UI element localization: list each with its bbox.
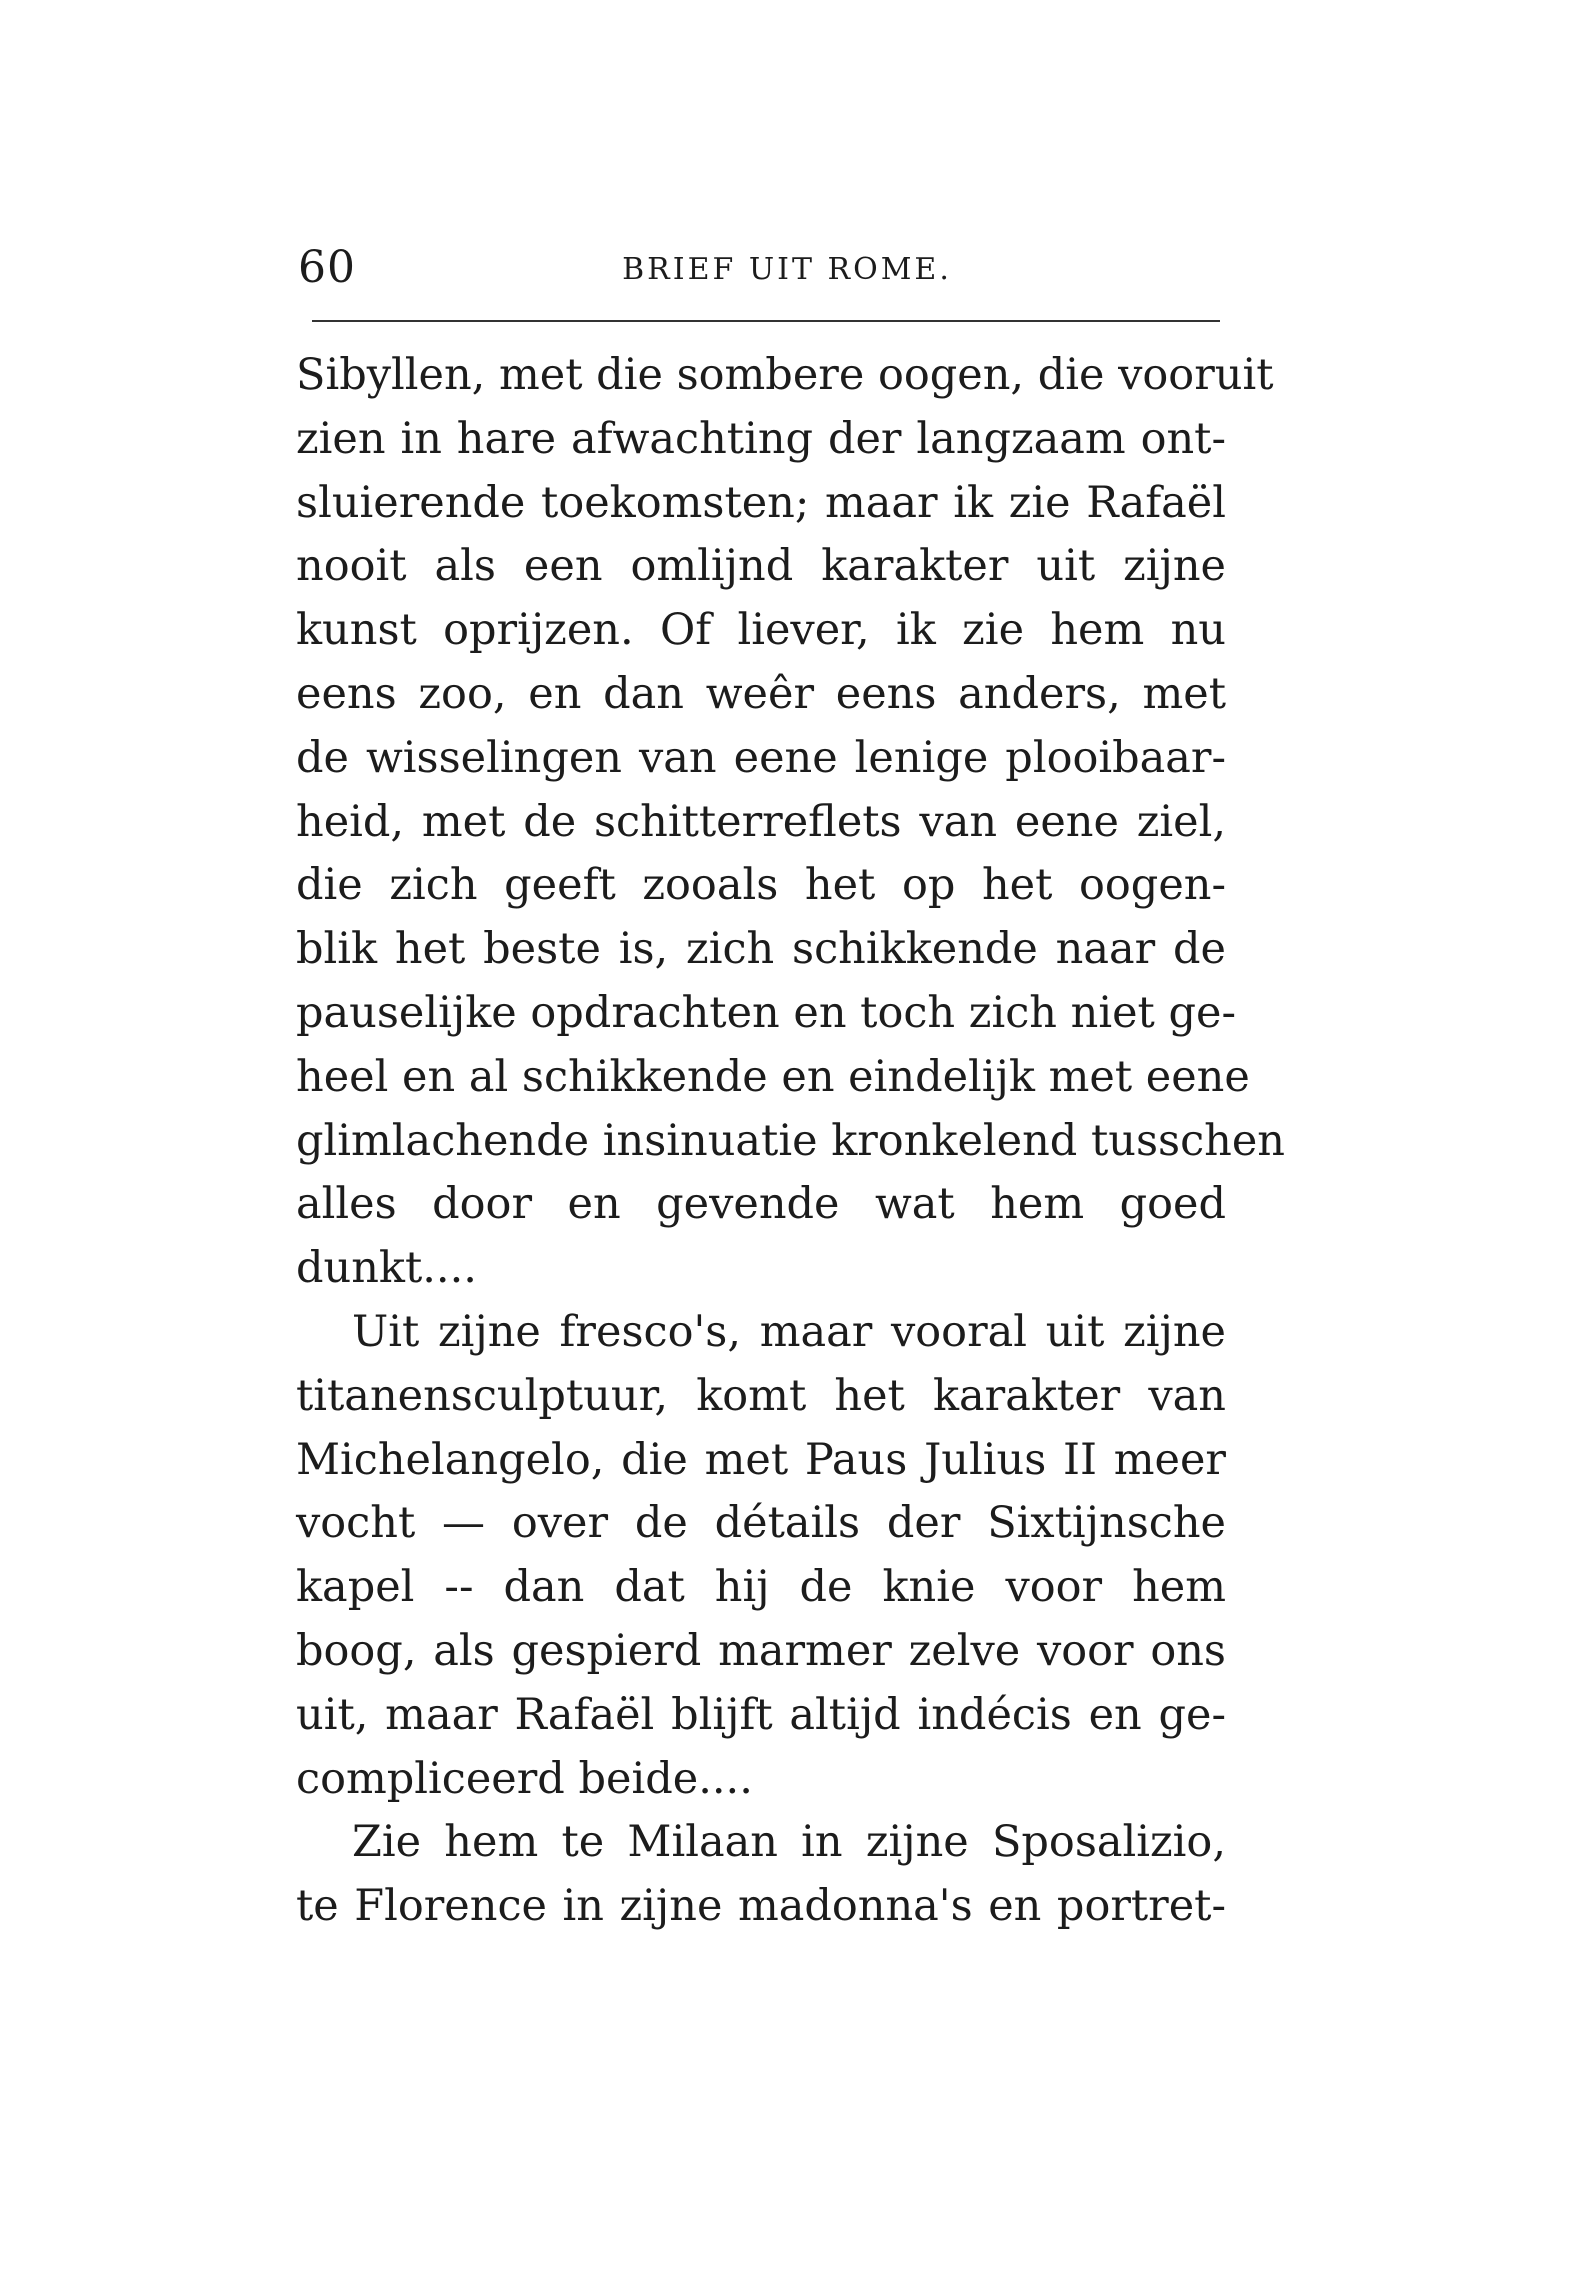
text-line: die zich geeft zooals het op het oogen- [296,860,1226,911]
text-line: alles door en gevende wat hem goed [296,1179,1226,1230]
text-line: pauselijke opdrachten en toch zich niet ge- [296,987,1236,1038]
text-line: heid, met de schitterreflets van eene ziel, [296,796,1226,847]
text-line: heel en al schikkende en eindelijk met eene [296,1051,1250,1102]
page-number: 60 [298,242,356,293]
text-line: kapel -- dan dat hij de knie voor hem [296,1562,1226,1613]
text-line: sluierende toekomsten; maar ik zie Rafaël [296,477,1226,528]
text-line: Sibyllen, met die sombere oogen, die vooruit [296,350,1274,400]
text-line: dunkt.... [296,1243,477,1294]
text-line: vocht — over de détails der Sixtijnsche [296,1498,1226,1549]
running-head: BRIEF UIT ROME. [622,252,952,287]
text-line: kunst oprijzen. Of liever, ik zie hem nu [296,605,1226,656]
text-line: titanensculptuur, komt het karakter van [296,1370,1226,1421]
text-line: eens zoo, en dan weêr eens anders, met [296,668,1226,719]
header-rule [312,320,1220,322]
text-line: de wisselingen van eene lenige plooibaar- [296,732,1226,783]
text-line: nooit als een omlijnd karakter uit zijne [296,541,1226,592]
text-line: Michelangelo, die met Paus Julius II meer [296,1434,1226,1485]
text-line: te Florence in zijne madonna's en portret- [296,1881,1226,1932]
text-line: Zie hem te Milaan in zijne Sposalizio, [352,1817,1226,1868]
text-line: uit, maar Rafaël blijft altijd indécis en ge- [296,1689,1226,1740]
text-line: blik het beste is, zich schikkende naar de [296,924,1226,975]
text-line: zien in hare afwachting der langzaam ont- [296,413,1226,464]
text-line: compliceerd beide.... [296,1753,753,1804]
text-line: boog, als gespierd marmer zelve voor ons [296,1625,1226,1676]
text-line: glimlachende insinuatie kronkelend tusschen [296,1115,1285,1166]
text-line: Uit zijne fresco's, maar vooral uit zijne [352,1306,1226,1357]
body-text [296,344,1285,1939]
